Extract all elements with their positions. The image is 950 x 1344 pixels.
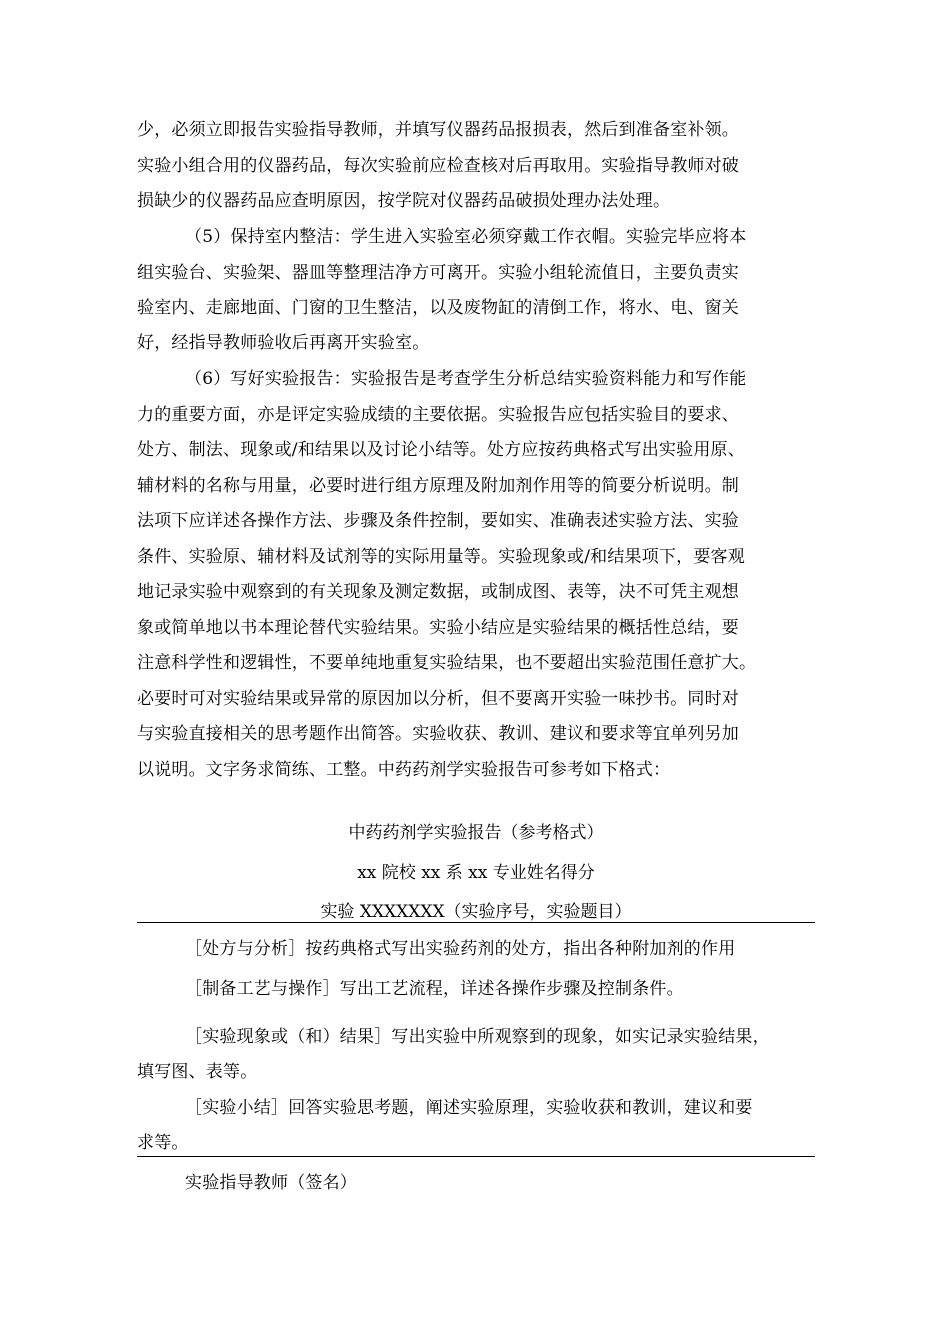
paragraph-6-start: （6）写好实验报告：实验报告是考查学生分析总结实验资料能力和写作能 bbox=[185, 369, 747, 389]
body-line: 以说明。文字务求简练、工整。中药药剂学实验报告可参考如下格式： bbox=[137, 760, 671, 780]
body-line: 力的重要方面，亦是评定实验成绩的主要依据。实验报告应包括实验目的要求、 bbox=[137, 405, 739, 425]
report-school-line: xx 院校 xx 系 xx 专业姓名得分 bbox=[357, 863, 595, 883]
body-line: 验室内、走廊地面、门窗的卫生整洁，以及废物缸的清倒工作，将水、电、窗关 bbox=[137, 298, 739, 318]
bottom-divider bbox=[137, 1156, 815, 1157]
paragraph-5-start: （5）保持室内整洁：学生进入实验室必须穿戴工作衣帽。实验完毕应将本 bbox=[185, 227, 747, 247]
body-line: 与实验直接相关的思考题作出简答。实验收获、教训、建议和要求等宜单列另加 bbox=[137, 724, 739, 744]
body-line: 象或简单地以书本理论替代实验结果。实验小结应是实验结果的概括性总结，要 bbox=[137, 618, 739, 638]
body-line: 好，经指导教师验收后再离开实验室。 bbox=[137, 333, 430, 353]
body-line: 实验小组合用的仪器药品，每次实验前应检查核对后再取用。实验指导教师对破 bbox=[137, 156, 739, 176]
top-divider bbox=[137, 922, 815, 923]
body-line: 辅材料的名称与用量，必要时进行组方原理及附加剂作用等的简要分析说明。制 bbox=[137, 476, 739, 496]
body-line: 注意科学性和逻辑性，不要单纯地重复实验结果，也不要超出实验范围任意扩大。 bbox=[137, 653, 757, 673]
body-line: 组实验台、实验架、器皿等整理洁净方可离开。实验小组轮流值日，主要负责实 bbox=[137, 263, 739, 283]
report-summary: ［实验小结］回答实验思考题，阐述实验原理，实验收获和教训，建议和要 bbox=[185, 1098, 753, 1118]
body-line: 地记录实验中观察到的有关现象及测定数据，或制成图、表等，决不可凭主观想 bbox=[137, 582, 739, 602]
body-line: 少，必须立即报告实验指导教师，并填写仪器药品报损表，然后到准备室补领。 bbox=[137, 120, 739, 140]
report-summary-cont: 求等。 bbox=[137, 1133, 189, 1153]
body-line: 必要时可对实验结果或异常的原因加以分析，但不要离开实验一味抄书。同时对 bbox=[137, 689, 739, 709]
report-title: 中药药剂学实验报告（参考格式） bbox=[348, 823, 604, 843]
body-line: 损缺少的仪器药品应查明原因，按学院对仪器药品破损处理办法处理。 bbox=[137, 191, 671, 211]
body-line: 条件、实验原、辅材料及试剂等的实际用量等。实验现象或/和结果项下，要客观 bbox=[137, 547, 745, 567]
report-experiment-line: 实验 XXXXXXX（实验序号，实验题目） bbox=[320, 902, 632, 922]
report-process: ［制备工艺与操作］写出工艺流程，详述各操作步骤及控制条件。 bbox=[185, 979, 684, 999]
report-prescription: ［处方与分析］按药典格式写出实验药剂的处方，指出各种附加剂的作用 bbox=[185, 939, 736, 959]
report-phenomenon: ［实验现象或（和）结果］写出实验中所观察到的现象，如实记录实验结果， bbox=[185, 1027, 770, 1047]
report-signature: 实验指导教师（签名） bbox=[185, 1173, 357, 1193]
body-line: 处方、制法、现象或/和结果以及讨论小结等。处方应按药典格式写出实验用原、 bbox=[137, 440, 745, 460]
report-phenomenon-cont: 填写图、表等。 bbox=[137, 1062, 258, 1082]
body-line: 法项下应详述各操作方法、步骤及条件控制，要如实、准确表述实验方法、实验 bbox=[137, 511, 739, 531]
